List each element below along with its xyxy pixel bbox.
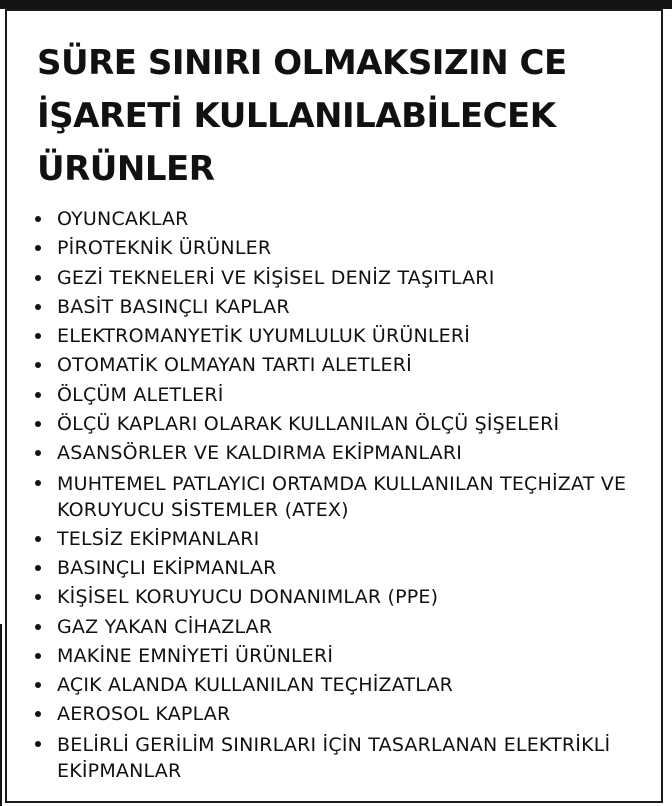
list-item — [31, 613, 646, 642]
list-item-label: PİROTEKNİK ÜRÜNLER — [57, 237, 272, 260]
list-item-label: MAKİNE EMNİYETİ ÜRÜNLERİ — [57, 644, 334, 667]
list-item-label: KİŞİSEL KORUYUCU DONANIMLAR (PPE) — [57, 586, 439, 609]
bullet-icon — [35, 392, 41, 398]
list-item — [31, 234, 646, 263]
list-item-label: ELEKTROMANYETİK UYUMLULUK ÜRÜNLERİ — [57, 325, 471, 348]
bullet-icon — [35, 245, 41, 251]
bullet-icon — [35, 450, 41, 456]
list-item-label: ÖLÇÜ KAPLARI OLARAK KULLANILAN ÖLÇÜ ŞİŞELERİ — [57, 413, 560, 436]
bullet-icon — [35, 362, 41, 368]
list-item-label: ASANSÖRLER VE KALDIRMA EKİPMANLARI — [57, 442, 463, 465]
list-item — [31, 671, 646, 700]
list-item-label: AEROSOL KAPLAR — [57, 703, 231, 726]
bullet-icon — [35, 682, 41, 688]
bullet-icon — [35, 480, 41, 486]
bullet-icon — [35, 333, 41, 339]
list-item — [31, 554, 646, 583]
list-item — [31, 642, 646, 671]
bullet-icon — [35, 741, 41, 747]
list-item-label: BELİRLİ GERİLİM SINIRLARI İÇİN TASARLANAN ELEKTRİKLİ EKİPMANLAR — [57, 733, 611, 782]
list-item — [31, 469, 646, 525]
list-item — [31, 322, 646, 351]
list-item — [31, 525, 646, 554]
bullet-icon — [35, 624, 41, 630]
info-box — [5, 9, 663, 803]
bullet-icon — [35, 304, 41, 310]
list-item — [31, 381, 646, 410]
bullet-icon — [35, 711, 41, 717]
top-border-band — [0, 0, 672, 9]
list-item — [31, 730, 646, 786]
list-item — [31, 439, 646, 468]
bullet-icon — [35, 565, 41, 571]
list-item — [31, 264, 646, 293]
list-item-label: OYUNCAKLAR — [57, 208, 189, 230]
list-item-label: MUHTEMEL PATLAYICI ORTAMDA KULLANILAN TEÇHİZAT VE KORUYUCU SİSTEMLER (ATEX) — [57, 472, 627, 521]
list-item — [31, 293, 646, 322]
list-item-label: GEZİ TEKNELERİ VE KİŞİSEL DENİZ TAŞITLARI — [57, 266, 495, 289]
list-item-label: BASINÇLI EKİPMANLAR — [57, 556, 277, 579]
list-item — [31, 205, 646, 234]
bullet-icon — [35, 536, 41, 542]
bullet-icon — [35, 275, 41, 281]
bullet-icon — [35, 653, 41, 659]
list-item-label: OTOMATİK OLMAYAN TARTI ALETLERİ — [57, 354, 412, 377]
list-item-label: BASİT BASINÇLI KAPLAR — [57, 295, 290, 318]
product-list — [31, 205, 646, 786]
list-item-label: TELSİZ EKİPMANLARI — [57, 527, 260, 550]
list-item — [31, 583, 646, 612]
bullet-icon — [35, 421, 41, 427]
list-item — [31, 351, 646, 380]
box-title: SÜRE SINIRI OLMAKSIZIN CE İŞARETİ KULLANILABİLECEK ÜRÜNLER — [37, 43, 567, 189]
left-edge-stub — [0, 624, 2, 806]
bullet-icon — [35, 216, 41, 222]
list-item-label: AÇIK ALANDA KULLANILAN TEÇHİZATLAR — [57, 674, 454, 697]
bullet-icon — [35, 594, 41, 600]
list-item-label: GAZ YAKAN CİHAZLAR — [57, 615, 273, 638]
list-item-label: ÖLÇÜM ALETLERİ — [57, 383, 224, 406]
list-item — [31, 700, 646, 729]
list-item — [31, 410, 646, 439]
